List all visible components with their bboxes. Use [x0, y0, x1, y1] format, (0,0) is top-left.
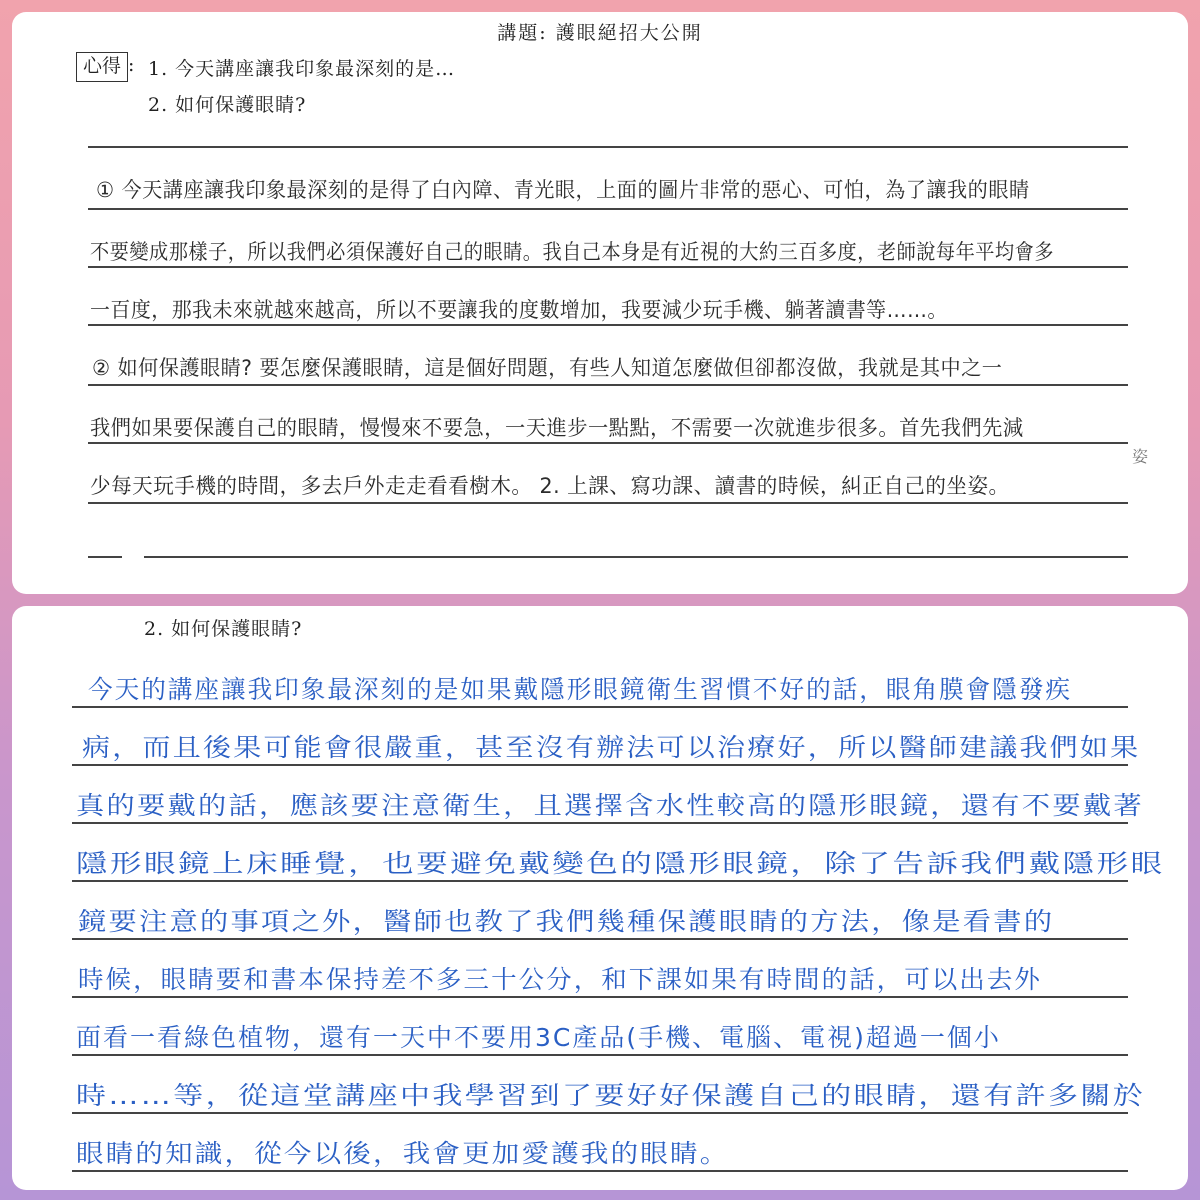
- answer-line: 隱形眼鏡上床睡覺，也要避免戴變色的隱形眼鏡，除了告訴我們戴隱形眼: [76, 849, 1165, 878]
- reflection-colon: :: [128, 54, 135, 76]
- answer-line: 不要變成那樣子，所以我們必須保護好自己的眼睛。我自己本身是有近視的大約三百多度，老師說每年平均會多: [90, 240, 1054, 264]
- answer-line: 面看一看綠色植物，還有一天中不要用3C產品(手機、電腦、電視)超過一個小: [76, 1023, 1001, 1052]
- question-2: 2. 如何保護眼睛?: [144, 618, 303, 640]
- question-2: 2. 如何保護眼睛?: [148, 94, 307, 116]
- answer-line: 今天的講座讓我印象最深刻的是如果戴隱形眼鏡衛生習慣不好的話，眼角膜會隱發疾: [88, 675, 1073, 704]
- answer-line: ① 今天講座讓我印象最深刻的是得了白內障、青光眼，上面的圖片非常的惡心、可怕，為了讓我的眼睛: [96, 178, 1030, 202]
- answer-line: 時候，眼睛要和書本保持差不多三十公分，和下課如果有時間的話，可以出去外: [78, 965, 1042, 994]
- answer-line: 時……等，從這堂講座中我學習到了要好好保護自己的眼睛，還有許多關於: [76, 1081, 1146, 1110]
- answer-line: 少每天玩手機的時間，多去戶外走走看看樹木。 2. 上課、寫功課、讀書的時候，糾正自己的坐姿。: [90, 474, 1010, 498]
- answer-line: 一百度，那我未來就越來越高，所以不要讓我的度數增加，我要減少玩手機、躺著讀書等……。: [90, 298, 948, 322]
- answer-line: 真的要戴的話，應該要注意衛生，且選擇含水性較高的隱形眼鏡，還有不要戴著: [76, 791, 1144, 820]
- worksheet-top: [12, 12, 1188, 594]
- answer-line: ② 如何保護眼睛? 要怎麼保護眼睛，這是個好問題，有些人知道怎麼做但卻都沒做，我就是其中之一: [92, 356, 1003, 380]
- lecture-title: 講題: 護眼絕招大公開: [497, 22, 703, 44]
- answer-line: 鏡要注意的事項之外，醫師也教了我們幾種保護眼睛的方法，像是看書的: [78, 907, 1055, 936]
- margin-note: 姿: [1132, 447, 1149, 466]
- answer-line: 我們如果要保護自己的眼睛，慢慢來不要急，一天進步一點點，不需要一次就進步很多。首先我們先減: [90, 416, 1024, 440]
- worksheet-bottom: [12, 606, 1188, 1190]
- reflection-label: 心得: [76, 52, 128, 82]
- question-1: 1. 今天講座讓我印象最深刻的是…: [148, 58, 456, 80]
- answer-line: 眼睛的知識，從今以後，我會更加愛護我的眼睛。: [76, 1139, 730, 1168]
- answer-line: 病，而且後果可能會很嚴重，甚至沒有辦法可以治療好，所以醫師建議我們如果: [82, 733, 1141, 762]
